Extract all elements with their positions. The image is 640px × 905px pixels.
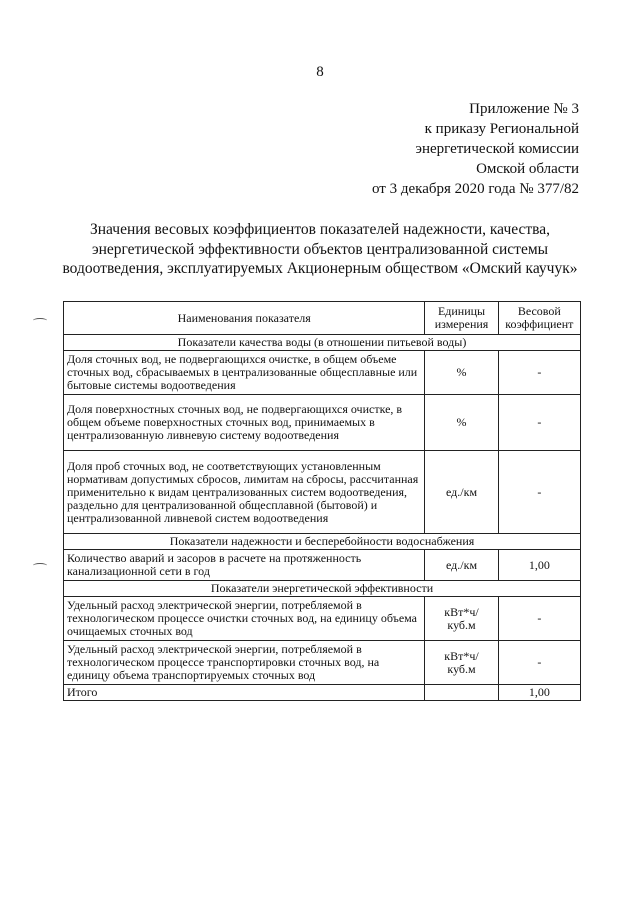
row-unit-line: куб.м bbox=[447, 617, 476, 632]
header-unit-line: измерения bbox=[434, 317, 489, 331]
page-number: 8 bbox=[316, 64, 324, 80]
header-weight-line: Весовой bbox=[517, 304, 561, 318]
row-name: Доля проб сточных вод, не соответствующих установленным нормативам допустимых сбросов, лимитам на сбросы, рассчитанная применительно к видам централизованных систем водоотведения, раздельно для централизованной общесплавной (бытовой) и централизованной ливневой систем водоотведения bbox=[64, 451, 425, 534]
row-name: Удельный расход электрической энергии, потребляемой в технологическом процессе очистки сточных вод, на единицу объема очищаемых сточных вод bbox=[64, 597, 425, 641]
row-unit: % bbox=[425, 395, 498, 451]
section-title: Показатели энергетической эффективности bbox=[64, 581, 581, 597]
title-line: водоотведения, эксплуатируемых Акционерным обществом «Омский каучук» bbox=[62, 260, 578, 277]
appendix-line: Приложение № 3 bbox=[469, 101, 579, 117]
table-row bbox=[64, 395, 581, 451]
margin-scribble bbox=[33, 318, 47, 323]
table-row bbox=[64, 597, 581, 641]
margin-scribble bbox=[33, 563, 47, 568]
section-row bbox=[64, 335, 581, 351]
appendix-header bbox=[259, 99, 579, 199]
row-name: Доля поверхностных сточных вод, не подвергающихся очистке, в общем объеме поверхностных сточных вод, принимаемых в централизованную ливневую систему водоотведения bbox=[64, 395, 425, 451]
row-unit-line: кВт*ч/ bbox=[444, 604, 479, 619]
appendix-line: энергетической комиссии bbox=[415, 141, 579, 157]
row-weight: - bbox=[498, 451, 580, 534]
row-weight: - bbox=[498, 641, 580, 685]
header-weight-line: коэффициент bbox=[505, 317, 574, 331]
row-unit: % bbox=[425, 351, 498, 395]
table-row bbox=[64, 451, 581, 534]
section-title: Показатели качества воды (в отношении питьевой воды) bbox=[64, 335, 581, 351]
row-weight: - bbox=[498, 395, 580, 451]
title-line: Значения весовых коэффициентов показателей надежности, качества, bbox=[89, 221, 551, 238]
appendix-line: к приказу Региональной bbox=[424, 121, 579, 137]
row-unit: ед./км bbox=[425, 451, 498, 534]
section-row bbox=[64, 581, 581, 597]
row-name: Удельный расход электрической энергии, потребляемой в технологическом процессе транспортировки сточных вод, на единицу объема транспортируемых сточных вод bbox=[64, 641, 425, 685]
appendix-line: от 3 декабря 2020 года № 377/82 bbox=[371, 181, 579, 197]
row-weight: - bbox=[498, 597, 580, 641]
row-unit-line: куб.м bbox=[447, 661, 476, 676]
row-weight: 1,00 bbox=[498, 550, 580, 581]
row-unit: ед./км bbox=[425, 550, 498, 581]
appendix-line: Омской области bbox=[476, 161, 579, 177]
title-line: энергетической эффективности объектов централизованной системы bbox=[91, 240, 549, 258]
row-unit bbox=[425, 641, 498, 685]
header-unit-line: Единицы bbox=[437, 304, 486, 318]
document-title bbox=[40, 220, 600, 279]
table-row bbox=[64, 351, 581, 395]
total-unit bbox=[425, 685, 498, 701]
header-unit bbox=[425, 302, 498, 335]
total-weight: 1,00 bbox=[498, 685, 580, 701]
table-row bbox=[64, 550, 581, 581]
section-title: Показатели надежности и бесперебойности водоснабжения bbox=[64, 534, 581, 550]
row-unit-line: кВт*ч/ bbox=[444, 648, 479, 663]
row-weight: - bbox=[498, 351, 580, 395]
row-name: Количество аварий и засоров в расчете на протяженность канализационной сети в год bbox=[64, 550, 425, 581]
section-row bbox=[64, 534, 581, 550]
row-name: Доля сточных вод, не подвергающихся очистке, в общем объеме сточных вод, сбрасываемых в централизованные общесплавные или бытовые системы водоотведения bbox=[64, 351, 425, 395]
table-header-row bbox=[64, 302, 581, 335]
header-weight bbox=[498, 302, 580, 335]
table-row bbox=[64, 641, 581, 685]
row-unit bbox=[425, 597, 498, 641]
header-name: Наименования показателя bbox=[64, 302, 425, 335]
total-row bbox=[64, 685, 581, 701]
weights-table bbox=[63, 301, 581, 701]
total-name: Итого bbox=[64, 685, 425, 701]
